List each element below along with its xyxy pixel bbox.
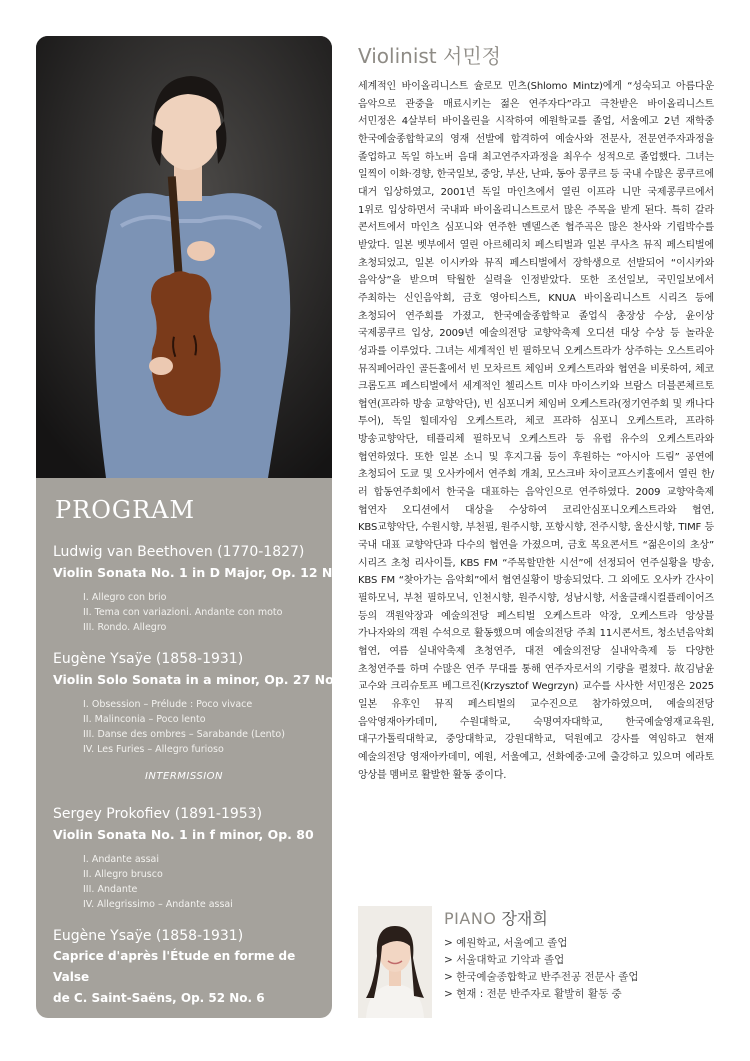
movement-list: [83, 852, 332, 912]
movement: III. Rondo. Allegro: [83, 622, 167, 633]
movement-list: [83, 590, 332, 635]
movement: II. Malinconia – Poco lento: [83, 714, 206, 725]
movement: III. Danse des ombres – Sarabande (Lento): [83, 729, 285, 740]
work-title: Violin Sonata No. 1 in D Major, Op. 12 No. 1: [53, 565, 359, 580]
composer: Eugène Ysaÿe (1858-1931): [53, 651, 244, 667]
movement: I. Allegro con brio: [83, 592, 167, 603]
work-title: Violin Solo Sonata in a minor, Op. 27 No. 2: [53, 672, 352, 687]
work-title-continued: de C. Saint-Saëns, Op. 52 No. 6: [53, 991, 265, 1005]
program-piece: [53, 926, 332, 1009]
pianist-name: 장재희: [501, 909, 548, 928]
movement: II. Tema con variazioni. Andante con moto: [83, 607, 283, 618]
pianist-section: [358, 906, 718, 1021]
pianist-heading: [444, 906, 639, 929]
program-piece: [53, 542, 359, 635]
violinist-title: Violinist 서민정: [358, 44, 501, 68]
program-piece: [53, 649, 352, 757]
work-title: Violin Sonata No. 1 in f minor, Op. 80: [53, 827, 314, 842]
credential-item: > 한국예술종합학교 반주전공 전문사 졸업: [444, 971, 639, 983]
movement: II. Allegro brusco: [83, 869, 163, 880]
pianist-photo: [358, 906, 432, 1018]
work-title: Caprice d'après l'Étude en forme de Valse: [53, 949, 296, 984]
composer: Ludwig van Beethoven (1770-1827): [53, 544, 305, 560]
movement: IV. Les Furies – Allegro furioso: [83, 744, 224, 755]
program-panel: [36, 478, 359, 1018]
intermission-label: INTERMISSION: [144, 771, 224, 782]
program-piece: [53, 804, 332, 912]
pianist-credentials: [444, 935, 639, 1003]
pianist-info: [444, 906, 639, 1003]
credential-item: > 현재 : 전문 반주자로 활발히 활동 중: [444, 988, 622, 1000]
movement: I. Obsession – Prélude : Poco vivace: [83, 699, 253, 710]
violinist-bio: 세계적인 바이올리니스트 슐로모 민츠(Shlomo Mintz)에게 “성숙되고 아름다운 음악으로 관중을 매료시키는 젊은 연주자다”라고 극찬받은 바이올리니스트 서민정은 4살부터 바이올린을 시작하여 예원학교를 졸업, 서울예고 2년 재학중 한국예술종합학교의 영재 선발에 합격하여 예술사와 전문사, 전문연주자과정을 졸업하고 독일 하노버 음대 최고연주자과정을 최우수 성적으로 졸업했다. 그녀는 일찍이 이화·경향, 한국일보, 중앙, 부산, 난파, 동아 콩쿠르 등 국내 수많은 콩쿠르에 대거 입상하였고, 2001년 독일 마인츠에서 열린 이프라 니만 국제콩쿠르에서 1위로 입상하면서 국내파 바이올리니스트로서 많은 주목을 받게 된다. 특히 갈라 콘서트에서 마인츠 심포니와 연주한 멘델스존 협주곡은 많은 찬사와 기립박수를 받았다. 일본 벳부에서 열린 아르헤리치 페스티벌과 일본 쿠사츠 뮤직 페스티벌에 초청되었고, 일본 이시카와 뮤직 페스티벌에서 장학생으로 선발되어 “이시카와 음악상”을 받으며 탁월한 실력을 인정받았다. 또한 조선일보, 국민일보에서 주최하는 신인음악회, 금호 영아티스트, KNUA 바이올리니스트 시리즈 등에 초청되어 연주회를 가졌고, 한국예술종합학교 졸업식 총장상 수상, 윤이상 국제콩쿠르 입상, 2009년 예술의전당 교향악축제 오디션 대상 수상 등 놀라운 성과를 이루었다. 그녀는 세계적인 빈 필하모닉 오케스트라가 상주하는 오스트리아 뮤직페어라인 골든홀에서 빈 모차르트 체임버 오케스트라와 협연을 비롯하여, 체코 크롬도프 페스티벌에서 세계적인 첼리스트 미샤 마이스키와 브람스 더블콘체르토 협연(프라하 방송 교향악단), 빈 심포니커 체임버 오케스트라(정기연주회 및 캐나다 투어), 독일 힐데자임 오케스트라, 체코 프라하 심포니 오케스트라, 프라하 방송교향악단, 테플리체 필하모닉 오케스트라 등 유럽 유수의 오케스트라와 협연하였다. 또한 일본 소니 및 후지그룹 등이 후원하는 “아시아 드림” 공연에 초청되어 도쿄 및 오사카에서 연주회 개최, 모스크바 차이코프스키홀에서 열린 한/러 합동연주회에서 한국을 대표하는 음악인으로 연주하였다. 2009 교향악축제 협연자 오디션에서 대상을 수상하여 코리안심포니오케스트라와 협연, KBS교향악단, 수원시향, 부천필, 원주시향, 포항시향, 전주시향, 울산시향, TIMF 등 국내 대표 교향악단과 다수의 협연을 가졌으며, 금호 목요콘서트 “젊은이의 초상” 시리즈 초청 리사이틀, KBS FM “주목할만한 시선”에 선정되어 연주실황을 방송, KBS FM “찾아가는 음악회”에서 협연실황이 방송되었다. 그 외에도 오사카 간사이 필하모닉, 부천 필하모닉, 인천시향, 원주시향, 성남시향, 서울클래시컬플레이어즈 등의 객원악장과 예술의전당 페스티벌 오케스트라 악장, 오케스트라 앙상블 가나자와의 객원 수석으로 활동했으며 예술의전당 주최 11시콘서트, 청소년음악회 협연, 여름 실내악축제 초청연주, 대전 예술의전당 실내악축제 등 다양한 초청연주를 하며 수많은 연주 무대를 통해 연주자로서의 기량을 펼쳤다. 故김남윤 교수와 크리슈토프 베그르진(Krzysztof Wegrzyn) 교수를 사사한 서민정은 2025 일본 유후인 뮤직 페스티벌의 교수진으로 참가하였으며, 예술의전당 음악영재아카데미, 수원대학교, 숙명여자대학교, 한국예술영재교육원, 대구가톨릭대학교, 중앙대학교, 강원대학교, 덕원예고 강사를 역임하고 현재 예술의전당 영재아카데미, 예원, 서울예고, 선화예중·고에 출강하고 있으며 에라토 앙상블 멤버로 활발한 활동 중이다.: [358, 81, 714, 781]
movement: I. Andante assai: [83, 854, 160, 865]
program-title: PROGRAM: [55, 496, 196, 524]
violinist-photo: [36, 36, 332, 478]
movement: III. Andante: [83, 884, 138, 895]
composer: Eugène Ysaÿe (1858-1931): [53, 928, 244, 944]
movement: IV. Allegrissimo – Andante assai: [83, 899, 233, 910]
pianist-label: PIANO: [444, 909, 497, 928]
credential-item: > 예원학교, 서울예고 졸업: [444, 937, 568, 949]
movement-list: [83, 697, 332, 757]
credential-item: > 서울대학교 기악과 졸업: [444, 954, 565, 966]
composer: Sergey Prokofiev (1891-1953): [53, 806, 263, 822]
